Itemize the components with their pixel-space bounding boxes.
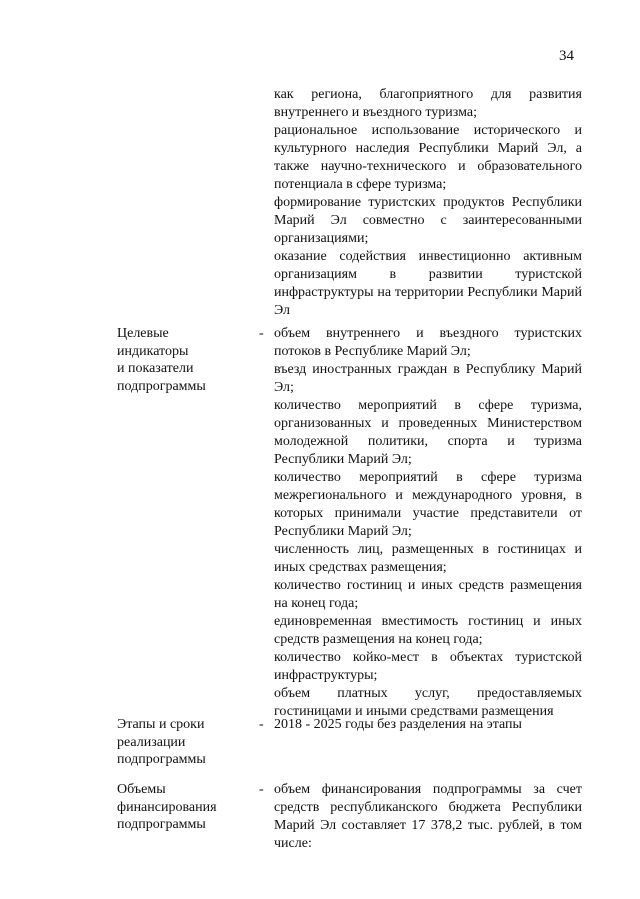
intro-item: как региона, благоприятного для развития внутреннего и въездного туризма; (274, 87, 582, 120)
list-item: численность лиц, размещенных в гостиницах и иных средствах размещения; (274, 542, 582, 575)
list-item: объем внутреннего и въездного туристских потоков в Республике Марий Эл; (274, 326, 582, 359)
list-item: объем платных услуг, предоставляемых гостиницами и иными средствами размещения (274, 686, 582, 719)
section-content (274, 716, 582, 734)
list-item: количество мероприятий в сфере туризма межрегионального и международного уровня, в которых принимали участие представители от Республики Марий Эл; (274, 470, 582, 539)
section-label: Объемы финансирования подпрограммы (117, 782, 217, 832)
list-item: количество мероприятий в сфере туризма, организованных и проведенных Министерством молодежной политики, спорта и туризма Республики Марий Эл; (274, 398, 582, 467)
section-label: Этапы и сроки реализации подпрограммы (117, 717, 206, 767)
list-item: количество койко-мест в объектах туристской инфраструктуры; (274, 650, 582, 683)
intro-item: оказание содействия инвестиционно активным организациям в развитии туристской инфраструктуры на территории Республики Марий Эл (274, 249, 582, 318)
section-content (274, 781, 582, 853)
intro-item: формирование туристских продуктов Республики Марий Эл совместно с заинтересованными организациями; (274, 195, 582, 246)
intro-content (274, 86, 582, 320)
list-item: единовременная вместимость гостиниц и иных средств размещения на конец года; (274, 614, 582, 647)
page-number: 34 (559, 48, 574, 64)
intro-item: рациональное использование исторического и культурного наследия Республики Марий Эл, а также научно-технического и образовательного потенциала в сфере туризма; (274, 123, 582, 192)
section-content (274, 325, 582, 721)
list-item: въезд иностранных граждан в Республику Марий Эл; (274, 362, 582, 395)
list-item: объем финансирования подпрограммы за счет средств республиканского бюджета Республики Марий Эл составляет 17 378,2 тыс. рублей, в том числе: (274, 782, 582, 851)
list-item: количество гостиниц и иных средств размещения на конец года; (274, 578, 582, 611)
section-dash: - (259, 717, 264, 732)
section-dash: - (259, 782, 264, 797)
section-dash: - (259, 326, 264, 341)
list-item: 2018 - 2025 годы без разделения на этапы (274, 717, 522, 732)
section-label: Целевые индикаторы и показатели подпрограммы (117, 326, 206, 394)
